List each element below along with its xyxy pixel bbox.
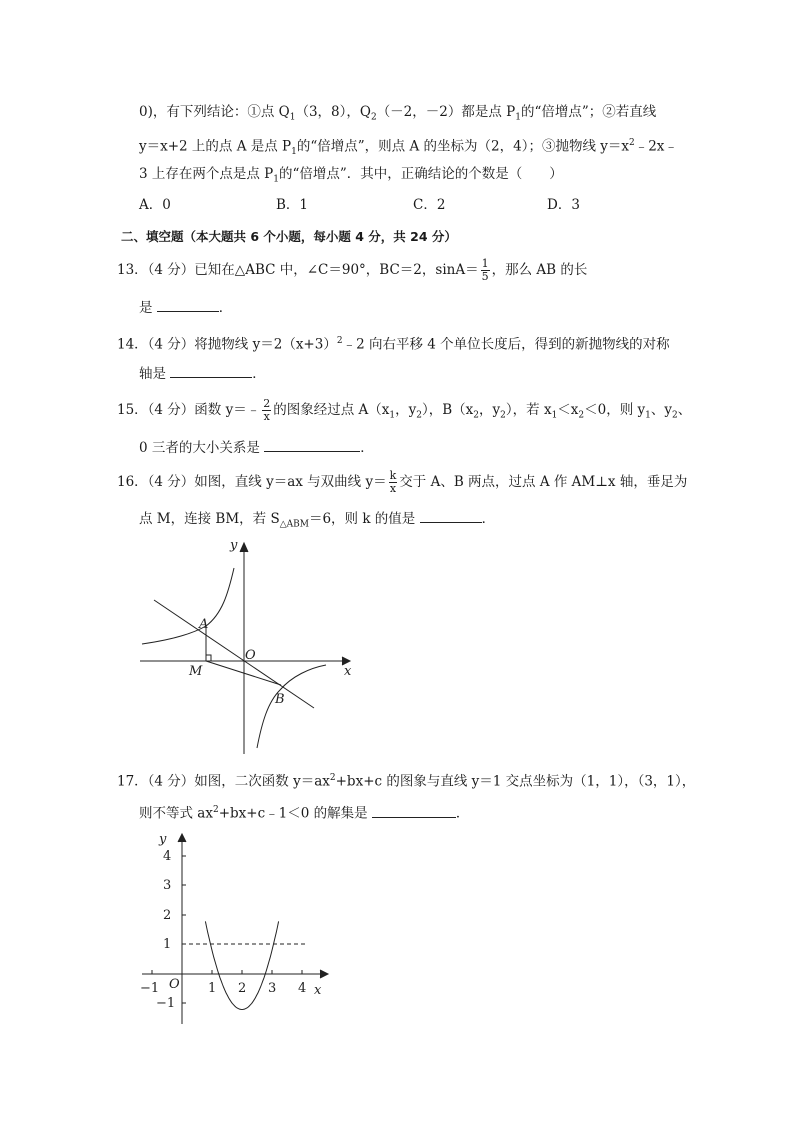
q16-line2: 点 M，连接 BM，若 $S_{\triangle ABM}=6$，则 k 的值是 ． xyxy=(139,508,495,535)
q17-label-y: y xyxy=(159,832,167,847)
q17-y-arrow xyxy=(178,834,186,842)
q16-label-o: O xyxy=(245,648,256,663)
q17-ytick-label-m1: −1 xyxy=(156,996,176,1011)
q16-label-a: A xyxy=(199,617,209,632)
q12-options xyxy=(139,195,659,215)
option-a: A．0 xyxy=(139,197,171,213)
q17-xtick-label-1: 1 xyxy=(208,981,217,996)
q16-y-arrow xyxy=(240,543,248,552)
q14-line2: 轴是 ． xyxy=(139,363,266,384)
q16-label-x: x xyxy=(344,664,352,679)
q17-parabola xyxy=(205,921,278,1009)
q17-figure xyxy=(132,826,342,1026)
q17-ytick-label-3: 3 xyxy=(163,878,172,893)
q17-line2: 则不等式 $ax^2+bx+c﹣1<0$ 的解集是 ． xyxy=(139,800,469,824)
q16-answer-blank xyxy=(420,508,482,523)
q12-line2: y＝x+2 上的点 A 是点 $P_1$的“倍增点”，则点 A 的坐标为（2，4）；③抛物线 $y=x^2﹣2x﹣$ xyxy=(139,138,678,158)
q17-label-x: x xyxy=(314,983,322,998)
q17-xtick-label-m1: −1 xyxy=(140,981,160,996)
q17-x-arrow xyxy=(320,970,328,978)
q17-ytick-label-2: 2 xyxy=(163,908,172,923)
q14-answer-blank xyxy=(170,363,252,378)
q13-fraction: $\frac{1}{5}$ xyxy=(481,257,489,283)
q17-label-o: O xyxy=(169,977,180,992)
q16-line1: 16．（4 分）如图，直线 y＝ax 与双曲线 y＝ $\frac{k}{x}$ 交于 A、B 两点，过点 A 作 AM⊥x 轴，垂足为 xyxy=(117,469,688,495)
q16-hyperbola-left xyxy=(142,568,234,644)
q15-fraction: $\frac{2}{x}$ xyxy=(263,397,271,423)
option-c: C．2 xyxy=(413,197,446,213)
q17-line1: 17．（4 分）如图，二次函数 $y=ax^2+bx+c$ 的图象与直线 y＝1 交点坐标为（1，1），（3，1）， xyxy=(117,773,696,790)
q16-hyperbola-right xyxy=(257,665,326,748)
q17-xtick-label-4: 4 xyxy=(298,981,307,996)
q13-line2: 是 ． xyxy=(139,297,232,318)
q16-line-ax xyxy=(154,600,314,708)
option-b: B．1 xyxy=(276,197,309,213)
q13-answer-blank xyxy=(157,297,219,312)
q15-answer-blank xyxy=(264,437,360,452)
q17-answer-blank xyxy=(372,803,456,818)
q14-line1: 14．（4 分）将抛物线 $y=2(x+3)^2﹣2$ 向右平移 4 个单位长度后，得到的新抛物线的对称 xyxy=(117,336,670,353)
q13-line1: 13．（4 分）已知在△ABC 中，∠C＝90°，BC＝2，sinA＝ $\frac{1}{5}$ ，那么 AB 的长 xyxy=(117,257,588,283)
q16-label-b: B xyxy=(275,692,285,707)
option-d: D．3 xyxy=(547,197,580,213)
section-heading: 二、填空题（本大题共 6 个小题，每小题 4 分，共 24 分） xyxy=(121,229,457,244)
q16-right-angle-mark xyxy=(206,655,211,661)
q15-line1: 15．（4 分）函数 y＝﹣ $\frac{2}{x}$ 的图象经过点 $A(x_1$，$y_2$），$B(x_2$，$y_2$），若 $x_1<x_2<0$，则 $y_1$、$y_2$、 xyxy=(117,397,692,423)
q17-ytick-label-4: 4 xyxy=(163,849,172,864)
q17-ytick-label-1: 1 xyxy=(163,937,172,952)
q17-xtick-label-2: 2 xyxy=(238,981,247,996)
q15-line2: 0 三者的大小关系是 ． xyxy=(139,437,374,458)
q16-fraction: $\frac{k}{x}$ xyxy=(389,469,397,495)
q16-label-y: y xyxy=(230,538,238,553)
q12-line1: 0)，有下列结论：①点 $Q_1(3$，8），$Q_2(-2$，－2）都是点 $P_1$的“倍增点”；②若直线 xyxy=(139,104,657,123)
q16-label-m: M xyxy=(189,664,203,679)
q16-figure xyxy=(130,534,370,758)
q12-line3: 3 上存在两个点是点 $P_1$的“倍增点”．其中，正确结论的个数是（ ） xyxy=(139,166,563,185)
q17-xtick-label-3: 3 xyxy=(268,981,277,996)
